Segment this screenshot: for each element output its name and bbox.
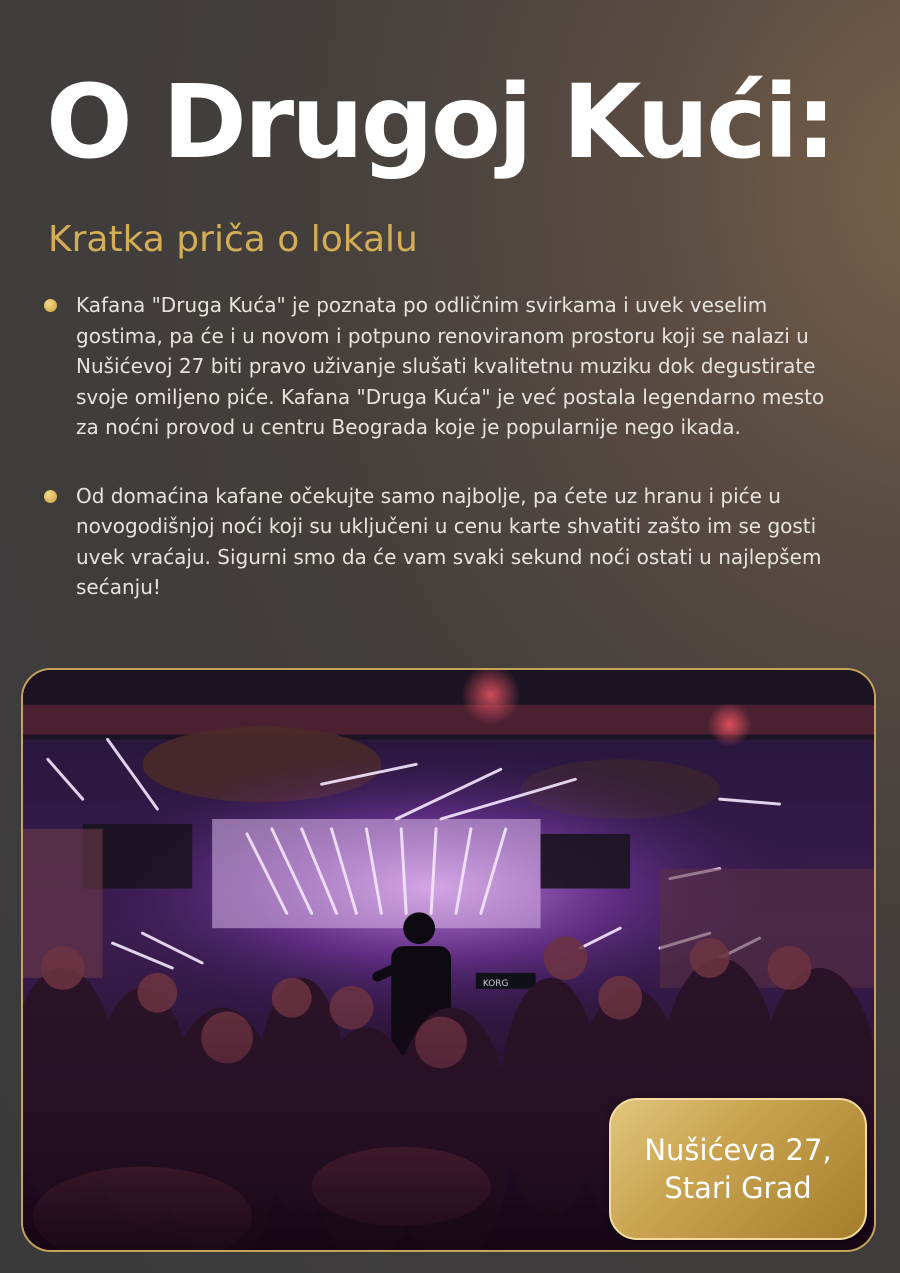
address-badge (609, 1098, 867, 1240)
address-district: Stari Grad (664, 1171, 812, 1205)
address-street: Nušićeva 27, (644, 1133, 832, 1167)
page-subtitle: Kratka priča o lokalu (48, 219, 418, 260)
description-item (44, 290, 844, 443)
description-text: Kafana "Druga Kuća" je poznata po odličnim svirkama i uvek veselim gostima, pa će i u novom i potpuno renoviranom prostoru koji se nalazi u Nušićevoj 27 biti pravo uživanje slušati kvalitetnu muziku dok degustirate svoje omiljeno piće. Kafana "Druga Kuća" je već postala legendarno mesto za noćni provod u centru Beograda koje je popularnije nego ikada. (76, 293, 825, 439)
description-text: Od domaćina kafane očekujte samo najbolje, pa ćete uz hranu i piće u novogodišnjoj noći koji su uključeni u cenu karte shvatiti zašto im se gosti uvek vraćaju. Sigurni smo da će vam svaki sekund noći ostati u najlepšem sećanju! (76, 483, 822, 599)
description-list (44, 290, 844, 641)
page-title: O Drugoj Kući: (46, 63, 834, 182)
gold-bullet-icon (44, 299, 57, 312)
gold-bullet-icon (44, 490, 57, 503)
keyboard-label: KORG (482, 978, 509, 989)
description-item (44, 481, 844, 603)
